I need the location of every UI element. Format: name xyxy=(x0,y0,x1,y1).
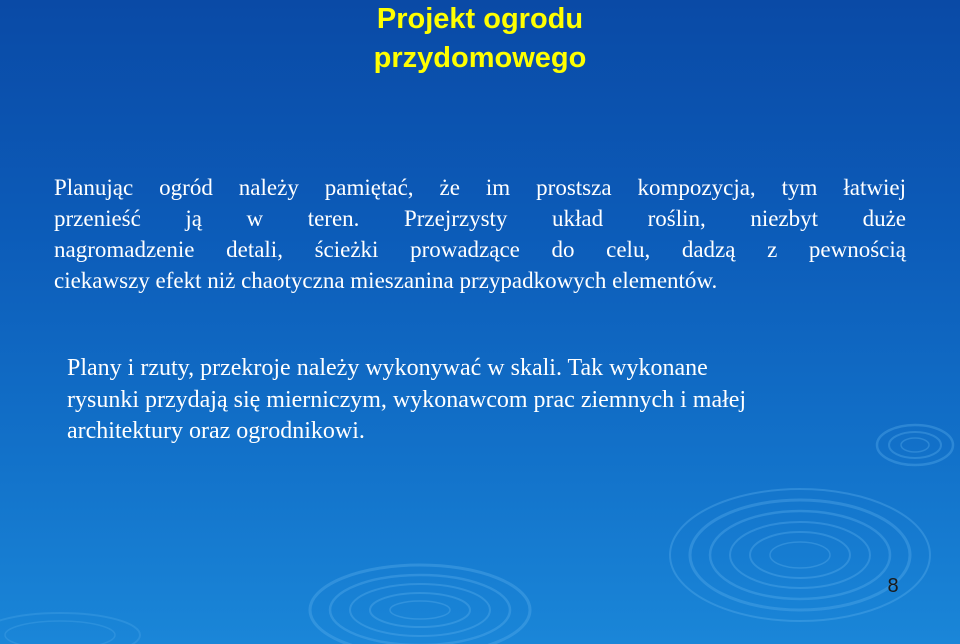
paragraph2-line-3: architektury oraz ogrodnikowi. xyxy=(67,418,365,444)
paragraph1-line-3: nagromadzenie detali, ścieżki prowadzące do celu, dadzą z pewnością xyxy=(54,237,906,262)
slide-title xyxy=(300,0,660,78)
paragraph2-line-2: rysunki przydają się mierniczym, wykonawcom prac ziemnych i małej xyxy=(67,386,747,413)
page-number: 8 xyxy=(887,575,899,597)
paragraph1-line-1: Planując ogród należy pamiętać, że im prostsza kompozycja, tym łatwiej xyxy=(54,175,906,200)
paragraph1-line-2: przenieść ją w teren. Przejrzysty układ roślin, niezbyt duże xyxy=(54,206,906,231)
paragraph-composition xyxy=(54,172,906,296)
paragraph2-line-1: Plany i rzuty, przekroje należy wykonywać w skali. Tak wykonane xyxy=(67,355,708,381)
title-line-2: przydomowego xyxy=(373,42,587,74)
title-line-1: Projekt ogrodu xyxy=(376,3,584,35)
paragraph-plans xyxy=(67,353,937,448)
paragraph1-line-4: ciekawszy efekt niż chaotyczna mieszanina przypadkowych elementów. xyxy=(54,268,718,293)
